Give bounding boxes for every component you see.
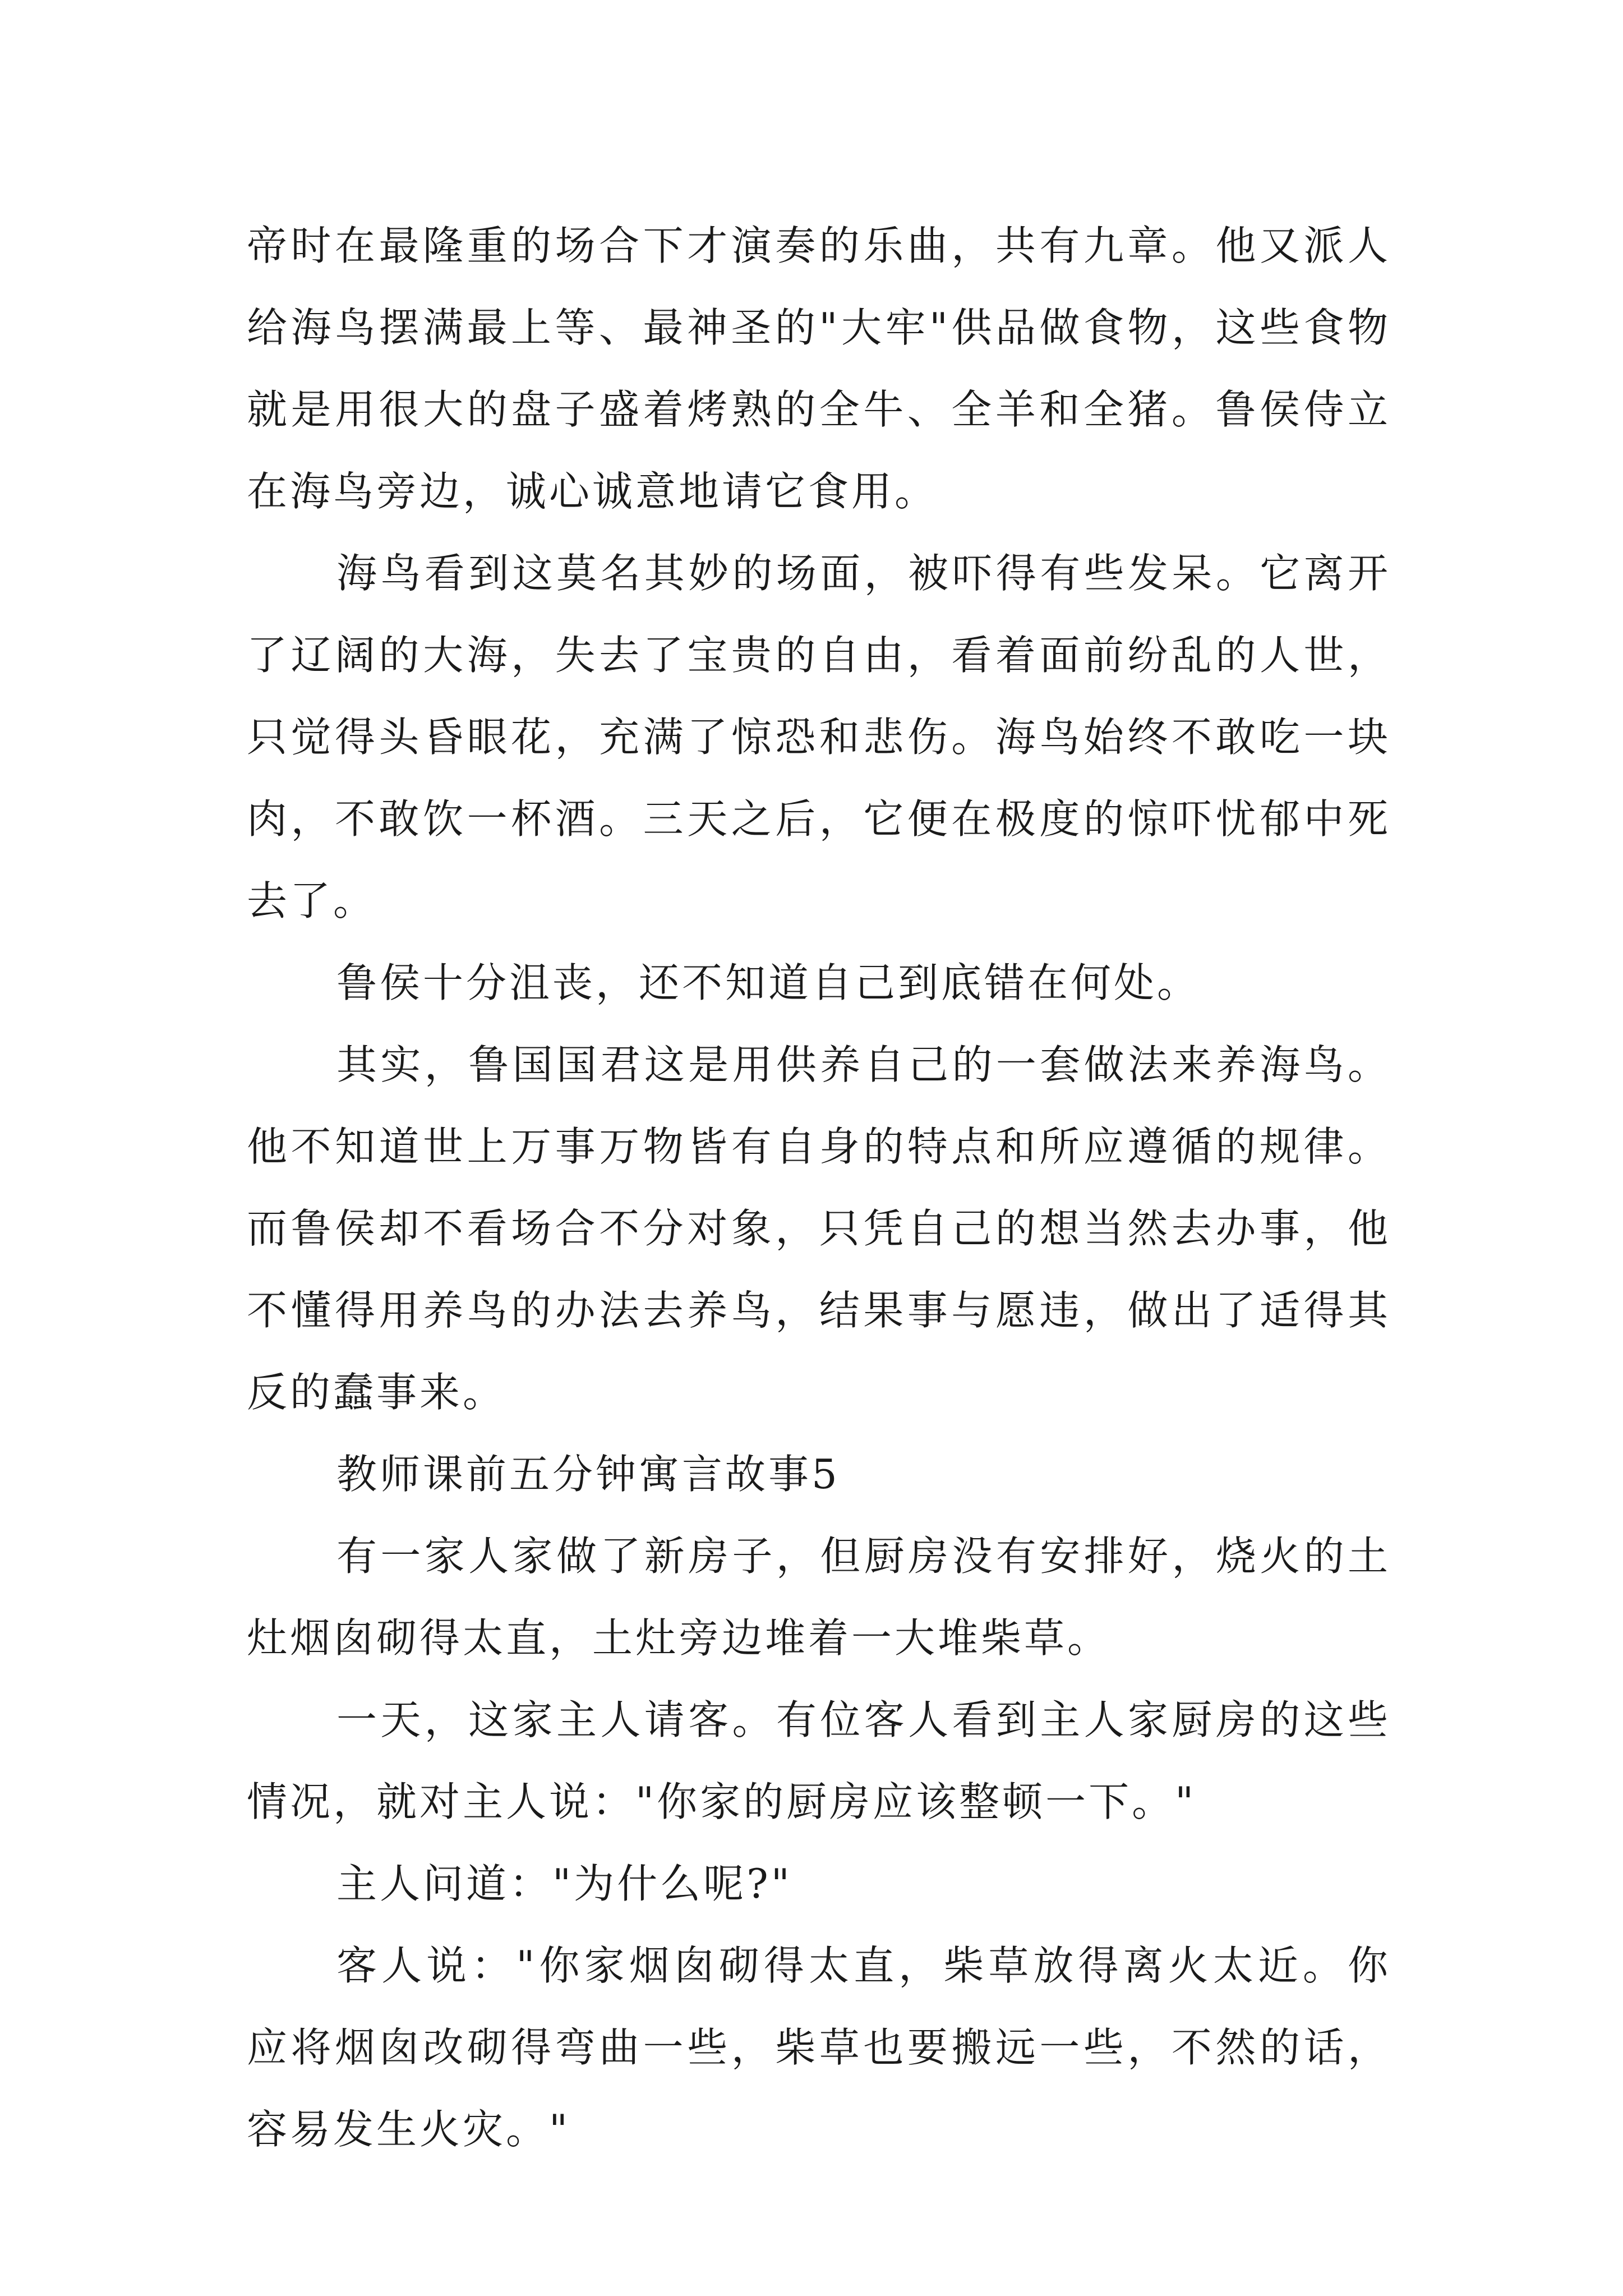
paragraph-3: 鲁侯十分沮丧，还不知道自己到底错在何处。 [336, 959, 1201, 1006]
paragraph-6: 一天，这家主人请客。有位客人看到主人家厨房的这些情况，就对主人说："你家的厨房应该整顿一下。" [247, 1696, 1391, 1825]
paragraph-1: 帝时在最隆重的场合下才演奏的乐曲，共有九章。他又派人给海鸟摆满最上等、最神圣的"大牢"供品做食物，这些食物就是用很大的盘子盛着烤熟的全牛、全羊和全猪。鲁侯侍立在海鸟旁边，诚心诚意地请它食用。 [247, 222, 1391, 515]
section-heading: 教师课前五分钟寓言故事5 [336, 1451, 840, 1498]
paragraph-8: 客人说："你家烟囱砌得太直，柴草放得离火太近。你应将烟囱改砌得弯曲一些，柴草也要搬远一些，不然的话，容易发生火灾。" [247, 1942, 1391, 2153]
document-body [247, 205, 1391, 2170]
paragraph-7: 主人问道："为什么呢?" [336, 1860, 792, 1907]
paragraph-5: 有一家人家做了新房子，但厨房没有安排好，烧火的土灶烟囱砌得太直，土灶旁边堆着一大堆柴草。 [247, 1533, 1391, 1662]
paragraph-4: 其实，鲁国国君这是用供养自己的一套做法来养海鸟。他不知道世上万事万物皆有自身的特点和所应遵循的规律。而鲁侯却不看场合不分对象，只凭自己的想当然去办事，他不懂得用养鸟的办法去养鸟，结果事与愿违，做出了适得其反的蠢事来。 [247, 1041, 1391, 1416]
paragraph-2: 海鸟看到这莫名其妙的场面，被吓得有些发呆。它离开了辽阔的大海，失去了宝贵的自由，看着面前纷乱的人世，只觉得头昏眼花，充满了惊恐和悲伤。海鸟始终不敢吃一块肉，不敢饮一杯酒。三天之后，它便在极度的惊吓忧郁中死去了。 [247, 550, 1391, 924]
